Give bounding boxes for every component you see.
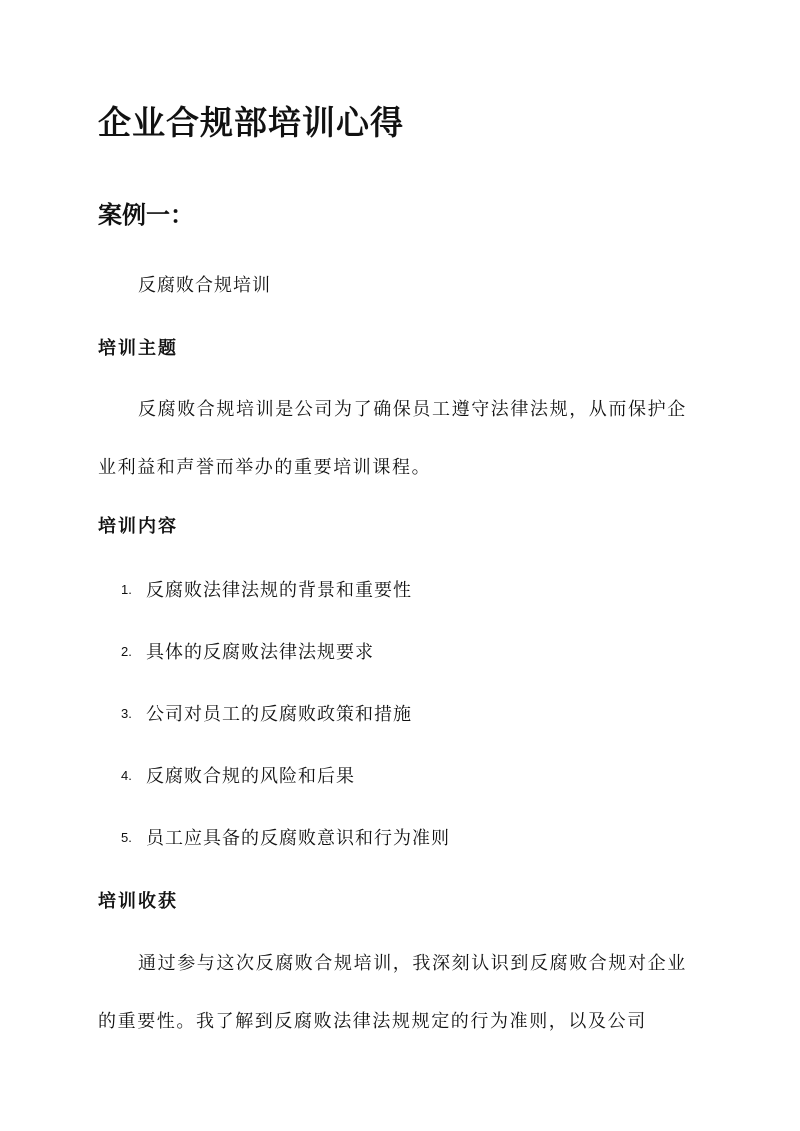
section-heading-topic: 培训主题 [98,338,178,359]
section-heading-gains: 培训收获 [98,891,178,912]
topic-paragraph: 反腐败合规培训是公司为了确保员工遵守法律法规，从而保护企业利益和声誉而举办的重要培训课程。 [98,399,687,478]
list-item-text: 反腐败法律法规的背景和重要性 [146,580,412,601]
list-item-text: 反腐败合规的风险和后果 [146,766,355,787]
document-title: 企业合规部培训心得 [98,103,404,142]
list-item-number: 4. [121,768,132,783]
list-item-number: 5. [121,830,132,845]
list-item-text: 员工应具备的反腐败意识和行为准则 [146,828,450,849]
list-item-number: 2. [121,644,132,659]
case-subtitle: 反腐败合规培训 [138,275,271,296]
gains-paragraph: 通过参与这次反腐败合规培训，我深刻认识到反腐败合规对企业的重要性。我了解到反腐败法律法规规定的行为准则，以及公司 [98,953,687,1032]
section-heading-content: 培训内容 [98,516,178,537]
list-item-text: 具体的反腐败法律法规要求 [146,642,374,663]
list-item-number: 3. [121,706,132,721]
list-item-number: 1. [121,582,132,597]
list-item-text: 公司对员工的反腐败政策和措施 [146,704,412,725]
case-heading: 案例一： [98,200,194,229]
